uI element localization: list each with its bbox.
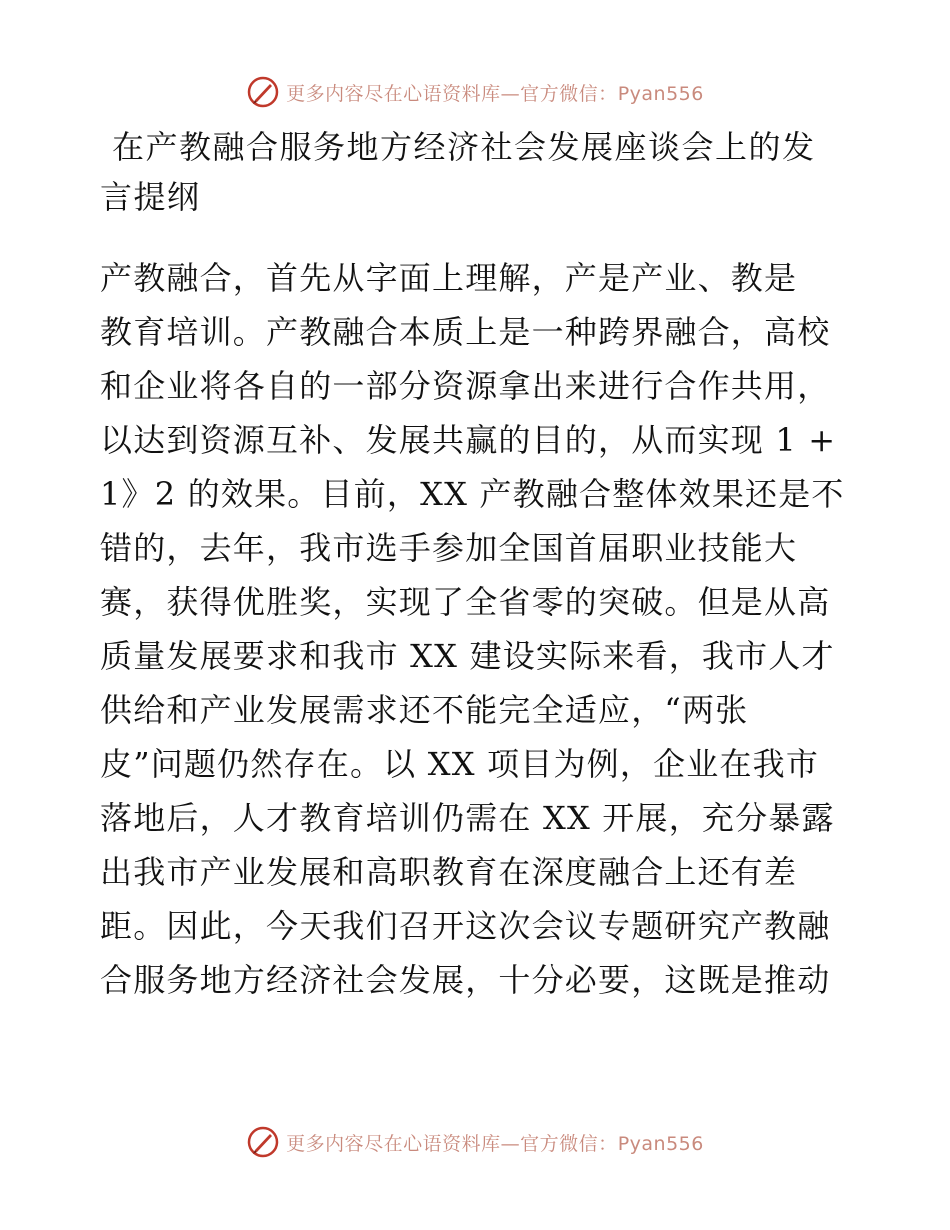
feather-pen-logo-icon: [246, 1125, 280, 1159]
body-line: 1》2 的效果。目前，XX 产教融合整体效果还是不: [100, 475, 845, 513]
body-line: 质量发展要求和我市 XX 建设实际来看，我市人才: [100, 637, 835, 675]
body-line: 供给和产业发展需求还不能完全适应，“两张: [100, 691, 749, 729]
body-line: 错的，去年，我市选手参加全国首届职业技能大: [100, 529, 798, 567]
document-title: [100, 122, 860, 222]
body-line: 教育培训。产教融合本质上是一种跨界融合，高校: [100, 313, 831, 351]
body-line: 合服务地方经济社会发展，十分必要，这既是推动: [100, 961, 831, 999]
body-line: 以达到资源互补、发展共赢的目的，从而实现 1 +: [100, 421, 837, 459]
title-line-1: 在产教融合服务地方经济社会发展座谈会上的发: [112, 128, 816, 166]
feather-pen-logo-icon: [246, 75, 280, 109]
footer-watermark: [0, 1122, 950, 1162]
watermark-text: 更多内容尽在心语资料库—官方微信：Pyan556: [286, 1132, 704, 1155]
body-paragraph: [100, 251, 860, 1007]
header-watermark: [0, 72, 950, 112]
watermark-text: 更多内容尽在心语资料库—官方微信：Pyan556: [286, 82, 704, 105]
body-line: 出我市产业发展和高职教育在深度融合上还有差: [100, 853, 798, 891]
title-line-2: 言提纲: [100, 178, 201, 216]
body-line: 赛，获得优胜奖，实现了全省零的突破。但是从高: [100, 583, 831, 621]
body-line: 和企业将各自的一部分资源拿出来进行合作共用，: [100, 367, 831, 405]
body-line: 皮”问题仍然存在。以 XX 项目为例，企业在我市: [100, 745, 820, 783]
body-line: 产教融合，首先从字面上理解，产是产业、教是: [100, 259, 798, 297]
body-line: 落地后，人才教育培训仍需在 XX 开展，充分暴露: [100, 799, 835, 837]
body-line: 距。因此，今天我们召开这次会议专题研究产教融: [100, 907, 831, 945]
